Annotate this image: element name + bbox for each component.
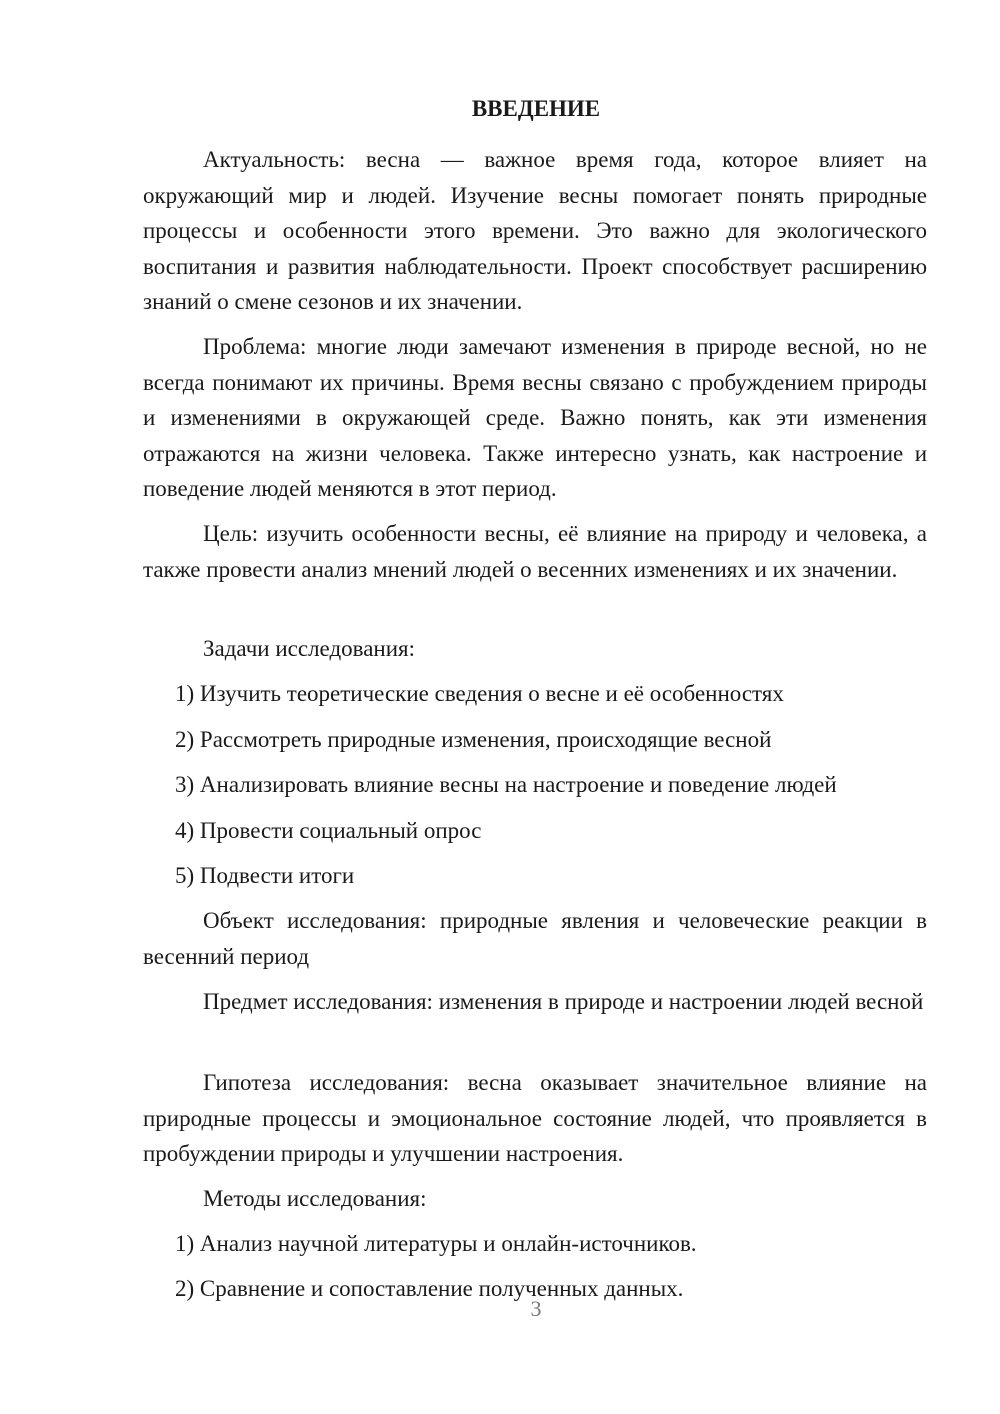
- task-item: 5) Подвести итоги: [175, 863, 355, 888]
- task-item: 1) Изучить теоретические сведения о весне и её особенностях: [175, 681, 784, 706]
- methods-heading: Методы исследования:: [203, 1186, 427, 1211]
- method-item: 1) Анализ научной литературы и онлайн-источников.: [175, 1231, 697, 1256]
- relevance-paragraph: Актуальность: весна — важное время года, которое влияет на окружающий мир и людей. Изучение весны помогает понять природные процессы и особенности этого времени. Это важно для экологического воспитания и развития наблюдательности. Проект способствует расширению знаний о смене сезонов и их значении.: [143, 147, 927, 314]
- task-item: 4) Провести социальный опрос: [175, 818, 482, 843]
- page-number: 3: [530, 1296, 542, 1321]
- object-paragraph: Объект исследования: природные явления и человеческие реакции в весенний период: [143, 908, 927, 969]
- page-title: ВВЕДЕНИЕ: [471, 96, 601, 121]
- hypothesis-paragraph: Гипотеза исследования: весна оказывает значительное влияние на природные процессы и эмоциональное состояние людей, что проявляется в пробуждении природы и улучшении настроения.: [143, 1070, 927, 1166]
- task-item: 3) Анализировать влияние весны на настроение и поведение людей: [175, 772, 837, 797]
- goal-paragraph: Цель: изучить особенности весны, её влияние на природу и человека, а также провести анализ мнений людей о весенних изменениях и их значении.: [143, 521, 927, 582]
- problem-paragraph: Проблема: многие люди замечают изменения в природе весной, но не всегда понимают их причины. Время весны связано с пробуждением природы и изменениями в окружающей среде. Важно понять, как эти изменения отражаются на жизни человека. Также интересно узнать, как настроение и поведение людей меняются в этот период.: [143, 334, 927, 501]
- method-item: 2) Сравнение и сопоставление полученных данных.: [175, 1276, 684, 1301]
- task-item: 2) Рассмотреть природные изменения, происходящие весной: [175, 727, 772, 752]
- tasks-heading: Задачи исследования:: [203, 636, 416, 661]
- subject-paragraph: Предмет исследования: изменения в природе и настроении людей весной: [203, 989, 924, 1014]
